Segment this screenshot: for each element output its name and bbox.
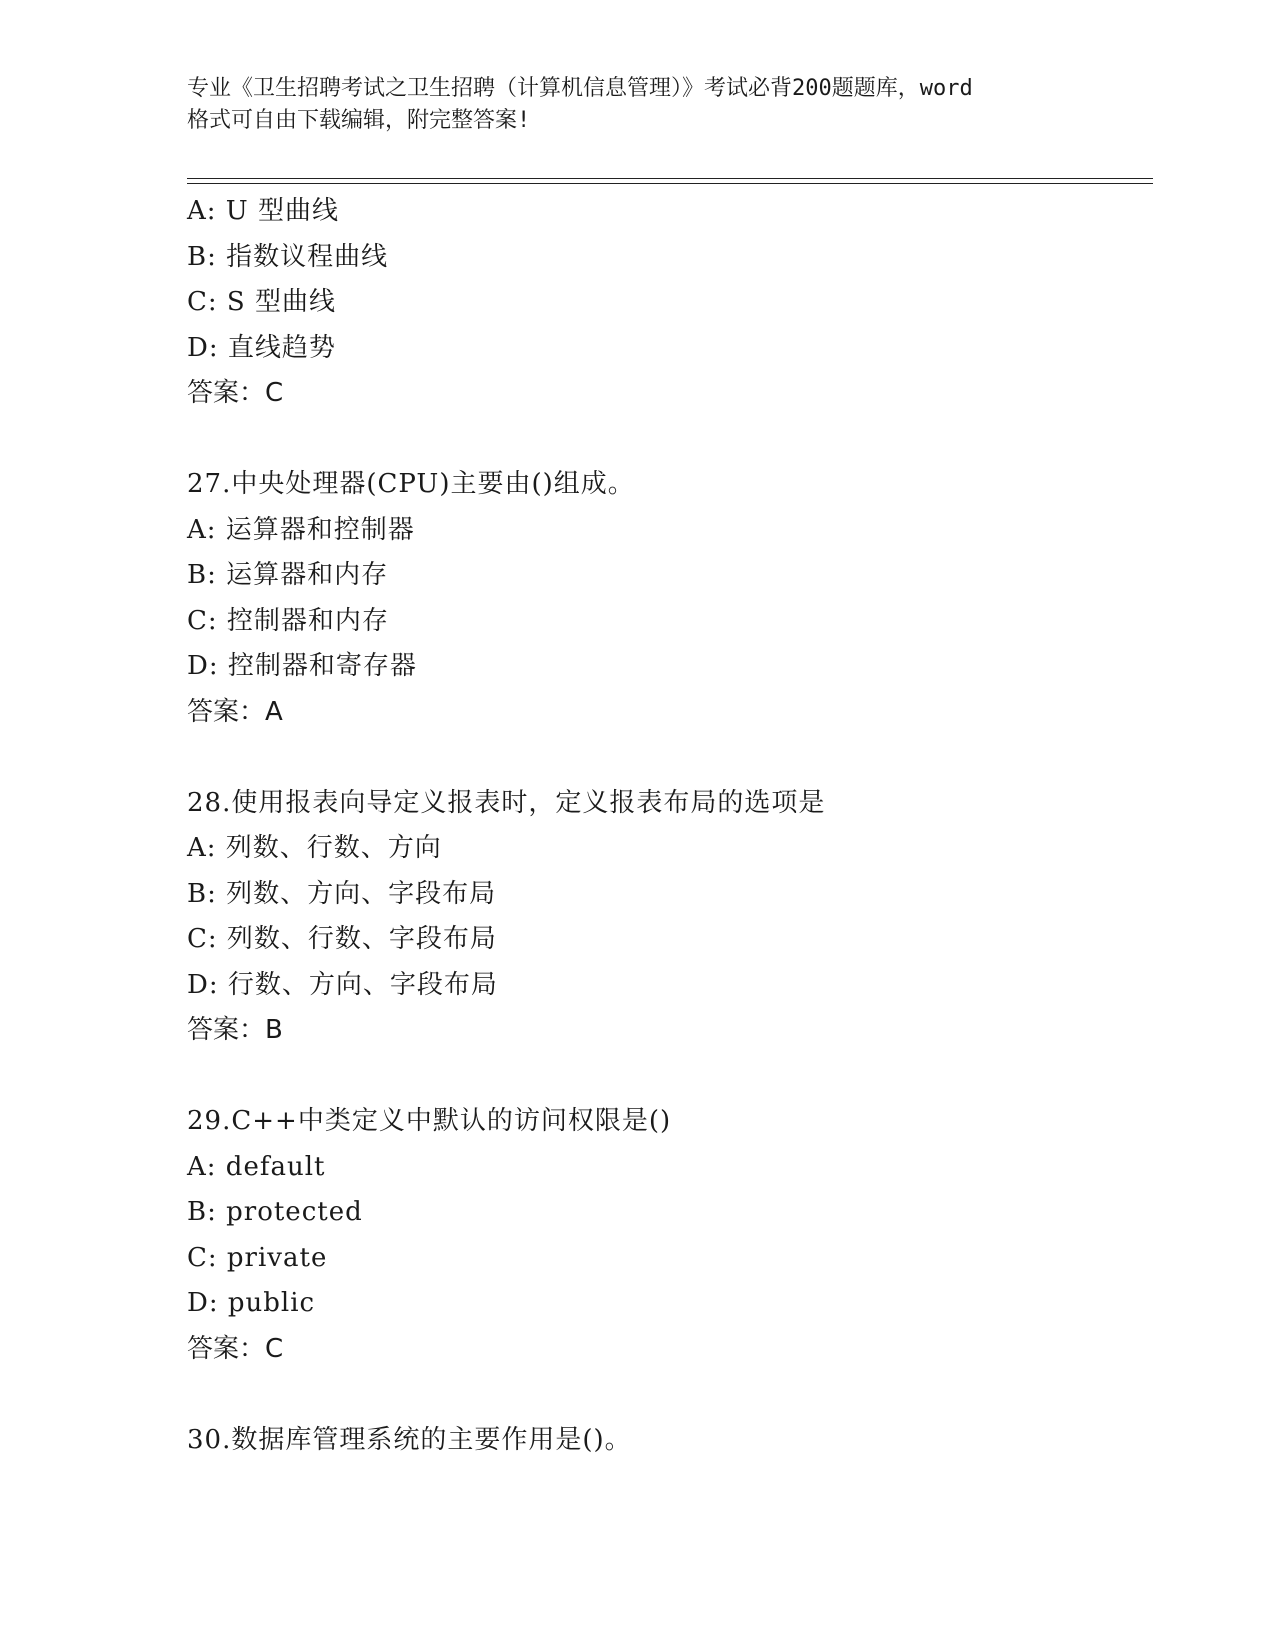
question-block-prev [187, 189, 1147, 417]
header-divider-top [187, 178, 1153, 179]
option-d: D: public [187, 1288, 316, 1318]
answer-line: 答案：B [187, 1015, 283, 1045]
option-d: D: 直线趋势 [187, 332, 336, 363]
header-line-1: 专业《卫生招聘考试之卫生招聘（计算机信息管理）》考试必背200题题库，word [187, 76, 973, 101]
header-divider-bottom [187, 183, 1153, 184]
question-spacer [187, 1372, 1147, 1418]
document-header [187, 73, 1087, 137]
question-text: 27.中央处理器(CPU)主要由()组成。 [187, 469, 635, 499]
question-spacer [187, 1054, 1147, 1100]
question-list [187, 189, 1147, 1463]
option-a: A: 列数、行数、方向 [187, 833, 442, 863]
header-line-2: 格式可自由下载编辑，附完整答案! [187, 108, 531, 133]
option-d: D: 控制器和寄存器 [187, 651, 417, 681]
option-a: A: 运算器和控制器 [187, 514, 415, 545]
answer-line: 答案：C [187, 1333, 284, 1364]
option-c: C: S 型曲线 [187, 287, 336, 317]
question-text: 29.C++中类定义中默认的访问权限是() [187, 1106, 672, 1136]
answer-line: 答案：A [187, 696, 283, 727]
option-c: C: private [187, 1242, 328, 1273]
question-block-28 [187, 781, 1147, 1054]
question-spacer [187, 735, 1147, 781]
question-text: 28.使用报表向导定义报表时，定义报表布局的选项是 [187, 787, 826, 818]
option-a: A: U 型曲线 [187, 196, 339, 226]
option-b: B: 运算器和内存 [187, 560, 389, 590]
option-c: C: 列数、行数、字段布局 [187, 924, 497, 954]
question-block-27 [187, 462, 1147, 735]
question-text: 30.数据库管理系统的主要作用是()。 [187, 1424, 632, 1455]
option-a: A: default [187, 1151, 326, 1182]
option-b: B: 列数、方向、字段布局 [187, 878, 497, 909]
answer-line: 答案：C [187, 378, 284, 408]
option-c: C: 控制器和内存 [187, 605, 389, 636]
question-block-29 [187, 1099, 1147, 1372]
question-spacer [187, 417, 1147, 463]
option-d: D: 行数、方向、字段布局 [187, 969, 498, 1000]
option-b: B: 指数议程曲线 [187, 241, 389, 272]
option-b: B: protected [187, 1197, 363, 1227]
question-block-30 [187, 1418, 1147, 1464]
